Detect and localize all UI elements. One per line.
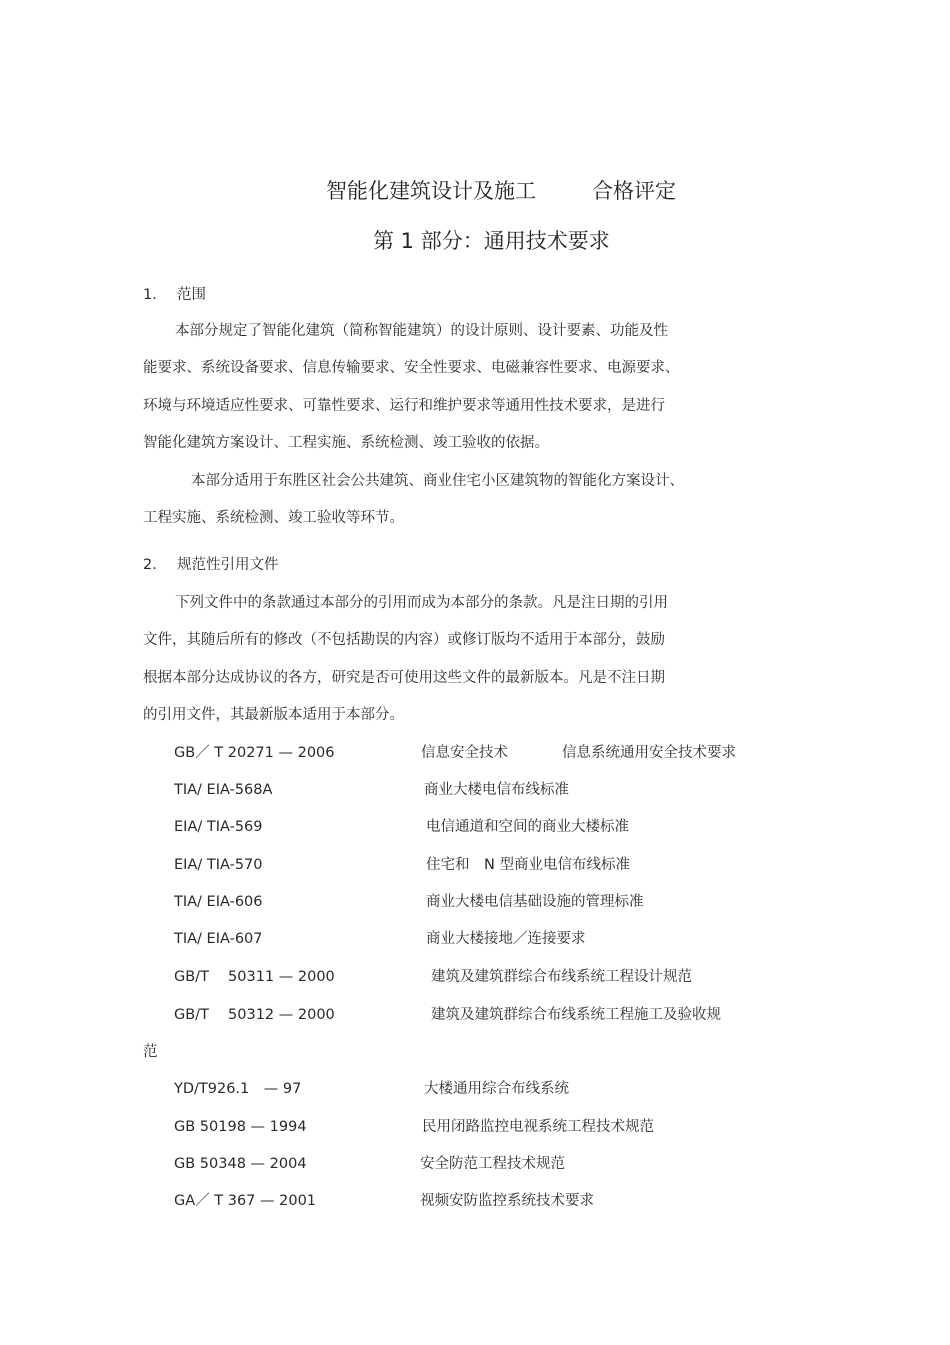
document-title-suffix: 合格评定 <box>592 179 676 203</box>
section-1-paragraph-line: 本部分规定了智能化建筑（简称智能建筑）的设计原则、设计要素、功能及性 <box>175 323 668 339</box>
section-1-paragraph-line: 智能化建筑方案设计、工程实施、系统检测、竣工验收的依据。 <box>143 435 549 451</box>
reference-code: GB 50348 — 2004 <box>174 1156 307 1172</box>
reference-code: TIA/ EIA-607 <box>174 931 263 947</box>
reference-title: 商业大楼接地／连接要求 <box>426 931 586 947</box>
reference-title: 大楼通用综合布线系统 <box>424 1081 569 1097</box>
section-1-paragraph-line: 环境与环境适应性要求、可靠性要求、运行和维护要求等通用性技术要求，是进行 <box>143 398 665 414</box>
reference-title: 信息安全技术 <box>421 745 508 761</box>
section-1-number: 1. <box>143 287 157 303</box>
reference-code: GB/T 50311 — 2000 <box>174 969 335 985</box>
reference-title: 住宅和 N 型商业电信布线标准 <box>426 857 630 873</box>
reference-code: GA／ T 367 — 2001 <box>174 1193 317 1209</box>
section-1-paragraph2-line: 本部分适用于东胜区社会公共建筑、商业住宅小区建筑物的智能化方案设计、 <box>191 473 684 489</box>
reference-title: 电信通道和空间的商业大楼标准 <box>426 819 629 835</box>
reference-code: EIA/ TIA-570 <box>174 857 263 873</box>
reference-title: 建筑及建筑群综合布线系统工程设计规范 <box>431 969 692 985</box>
section-2-paragraph-line: 根据本部分达成协议的各方，研究是否可使用这些文件的最新版本。凡是不注日期 <box>143 670 665 686</box>
section-2-number: 2. <box>143 557 157 573</box>
reference-title: 民用闭路监控电视系统工程技术规范 <box>422 1119 654 1135</box>
reference-code: EIA/ TIA-569 <box>174 819 263 835</box>
section-2-paragraph-line: 下列文件中的条款通过本部分的引用而成为本部分的条款。凡是注日期的引用 <box>175 595 668 611</box>
reference-title: 商业大楼电信基础设施的管理标准 <box>426 894 644 910</box>
reference-code: GB 50198 — 1994 <box>174 1119 307 1135</box>
section-2-heading: 规范性引用文件 <box>177 557 279 573</box>
reference-title: 安全防范工程技术规范 <box>420 1156 565 1172</box>
document-title-main: 智能化建筑设计及施工 <box>326 179 536 203</box>
section-2-paragraph-line: 文件，其随后所有的修改（不包括勘误的内容）或修订版均不适用于本部分，鼓励 <box>143 632 665 648</box>
section-2-paragraph-line: 的引用文件，其最新版本适用于本部分。 <box>143 707 404 723</box>
section-1-paragraph-line: 能要求、系统设备要求、信息传输要求、安全性要求、电磁兼容性要求、电源要求、 <box>143 360 680 376</box>
reference-title-part2: 信息系统通用安全技术要求 <box>562 745 736 761</box>
reference-code: TIA/ EIA-606 <box>174 894 263 910</box>
document-subtitle: 第 1 部分：通用技术要求 <box>373 229 610 253</box>
reference-title-wrap: 范 <box>143 1044 158 1060</box>
section-1-paragraph2-line: 工程实施、系统检测、竣工验收等环节。 <box>143 510 404 526</box>
reference-code: GB／ T 20271 — 2006 <box>174 745 335 761</box>
reference-title: 建筑及建筑群综合布线系统工程施工及验收规 <box>431 1007 721 1023</box>
reference-code: TIA/ EIA-568A <box>174 782 273 798</box>
reference-title: 视频安防监控系统技术要求 <box>420 1193 594 1209</box>
section-1-heading: 范围 <box>177 287 206 303</box>
reference-code: YD/T926.1 — 97 <box>174 1081 302 1097</box>
reference-code: GB/T 50312 — 2000 <box>174 1007 335 1023</box>
reference-title: 商业大楼电信布线标准 <box>424 782 569 798</box>
